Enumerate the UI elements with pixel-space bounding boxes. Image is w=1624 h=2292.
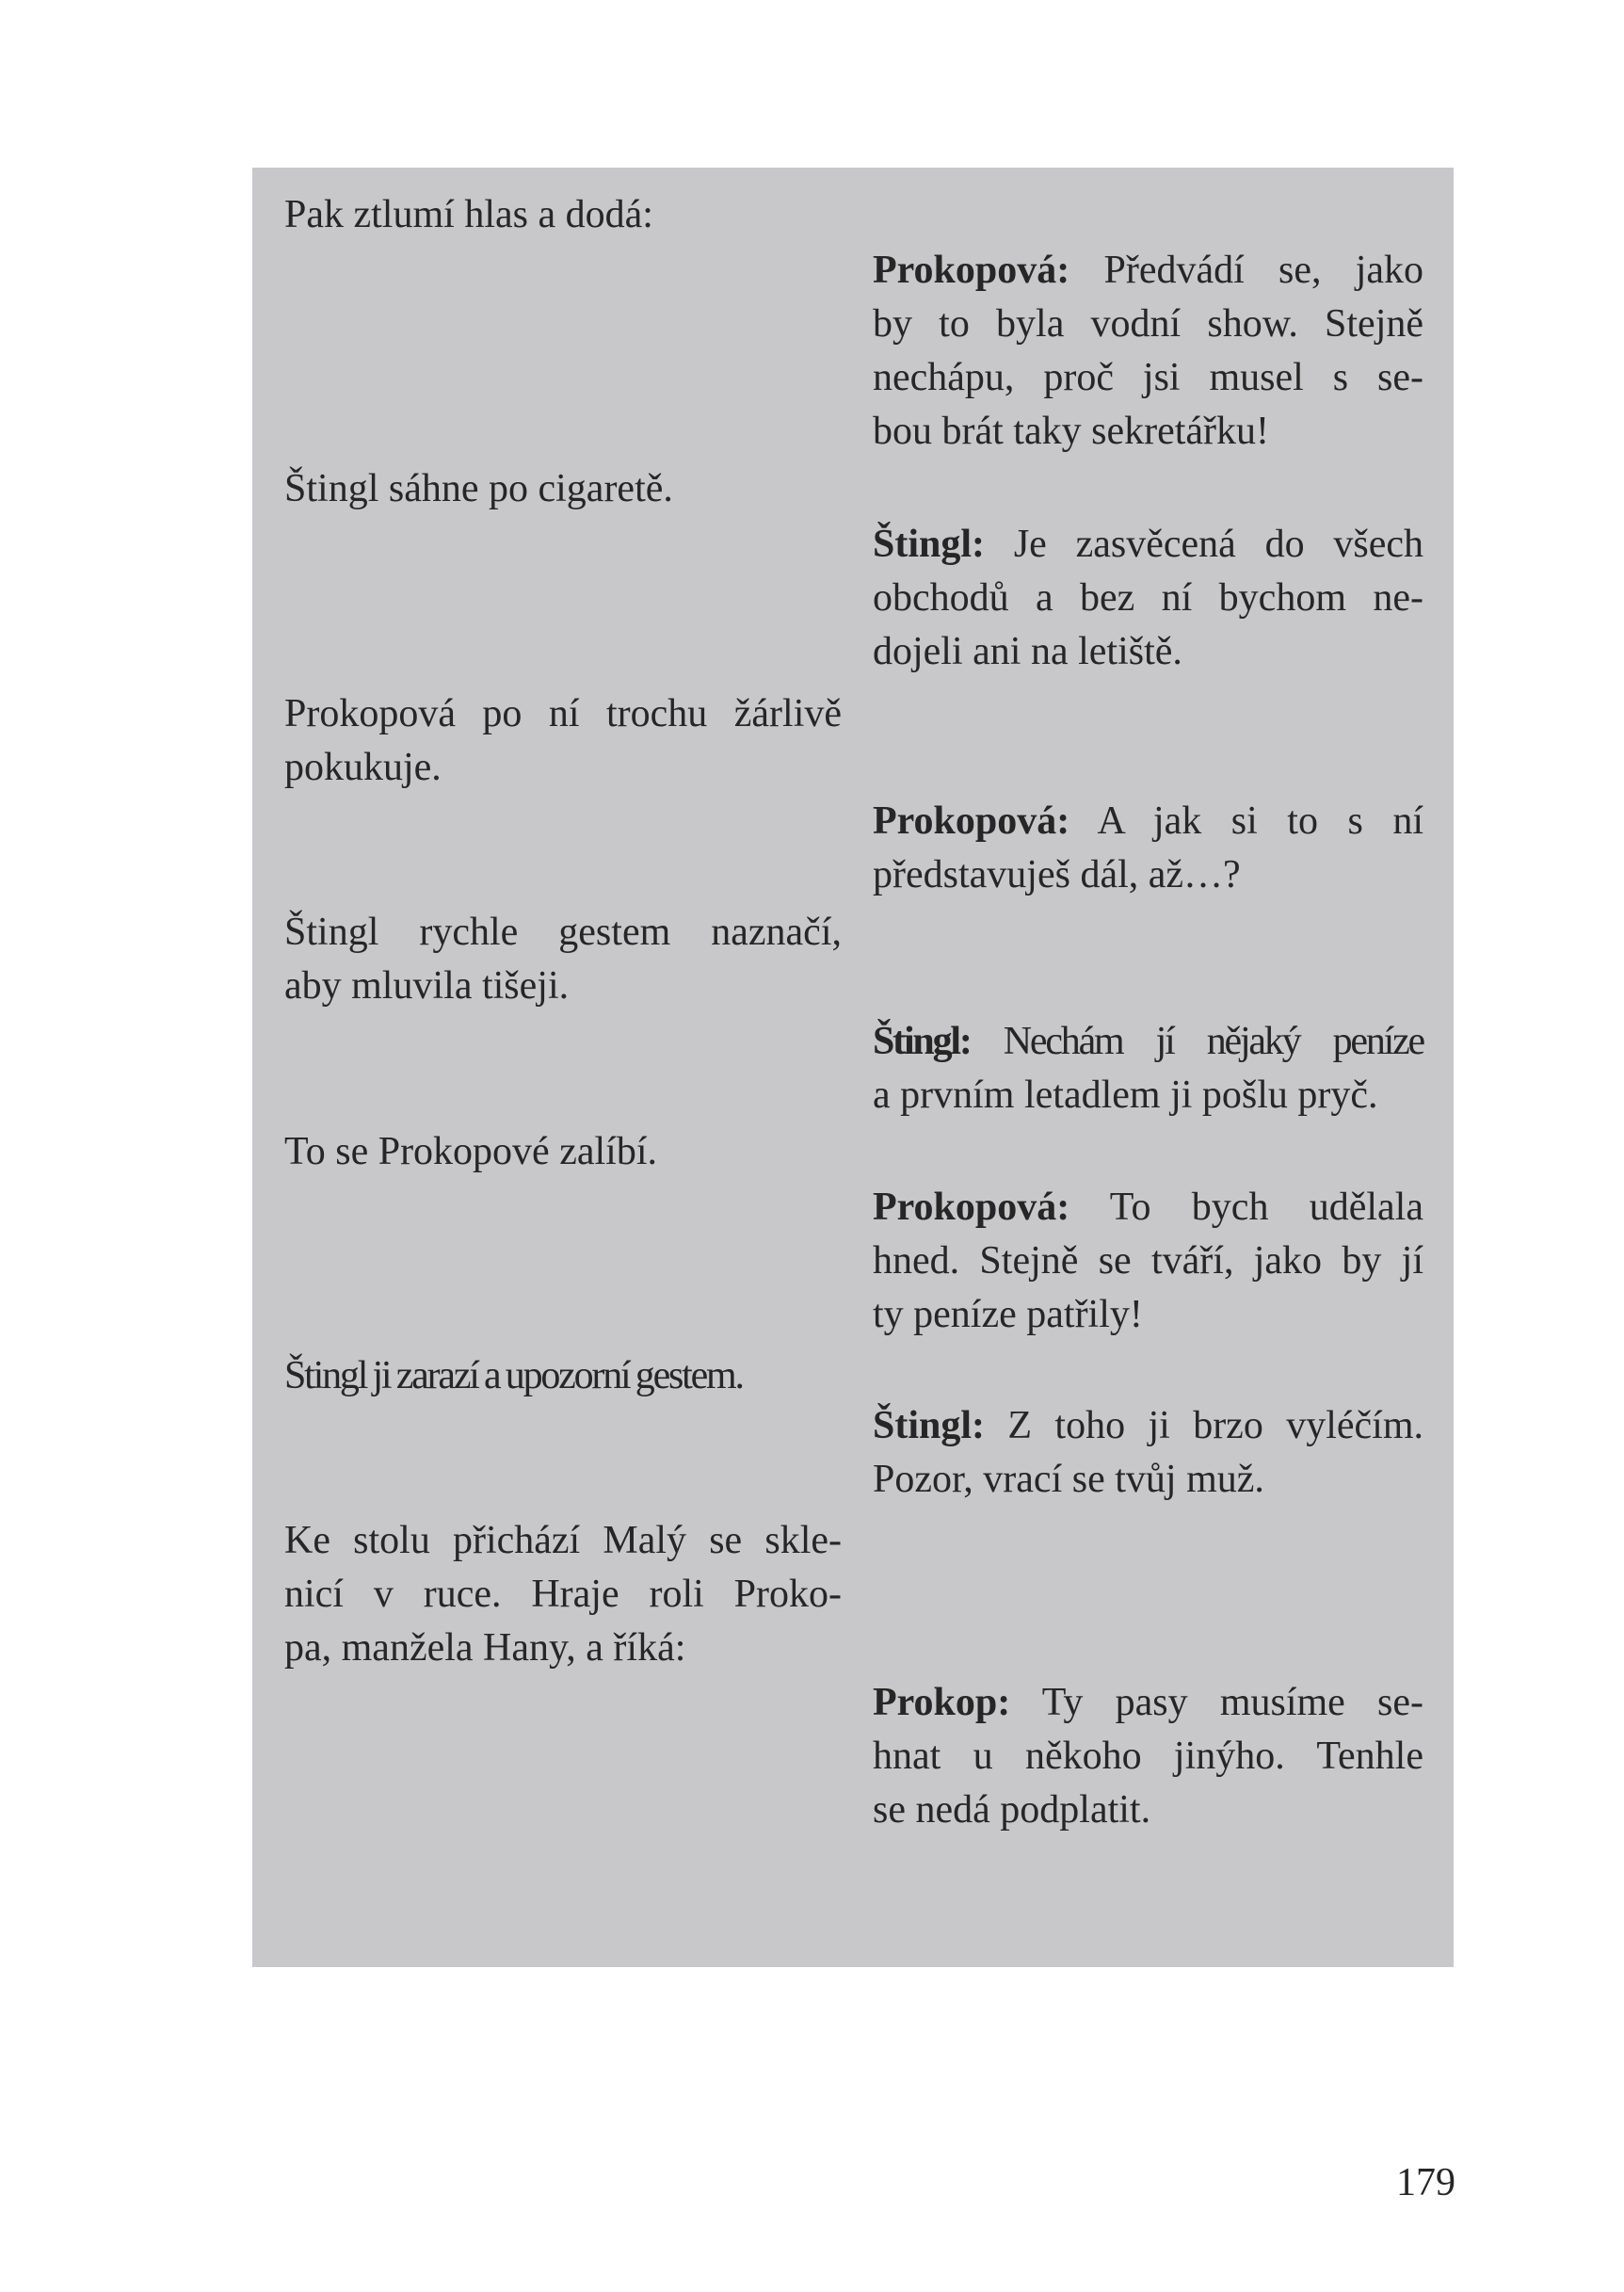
speaker-name: Prokopová: — [873, 1186, 1070, 1229]
stage-direction-line: Štingl ji zarazí a upozorní gestem. — [284, 1354, 743, 1397]
dialogue-line: Z toho ji brzo vyléčím. — [985, 1404, 1423, 1447]
stage-direction — [284, 188, 842, 242]
speaker-name: Prokopová: — [873, 249, 1070, 292]
stage-direction — [284, 1514, 842, 1675]
dialogue-line: se nedá podplatit. — [873, 1788, 1151, 1832]
dialogue-line: a prvním letadlem ji pošlu pryč. — [873, 1073, 1378, 1117]
dialogue-line: Nechám jí nějaký peníze — [970, 1020, 1423, 1063]
stage-direction — [284, 1349, 842, 1403]
dialogue-line: dojeli ani na letiště. — [873, 630, 1182, 673]
dialogue-entry — [873, 518, 1423, 679]
dialogue-entry — [873, 795, 1423, 902]
dialogue-line: ty peníze patřily! — [873, 1293, 1143, 1336]
dialogue-line: obchodů a bez ní bychom ne- — [873, 576, 1423, 620]
stage-direction-line: Ke stolu přichází Malý se skle- — [284, 1519, 842, 1562]
stage-direction-line: aby mluvila tišeji. — [284, 964, 570, 1008]
dialogue-line: Pozor, vrací se tvůj muž. — [873, 1458, 1264, 1501]
stage-direction-line: To se Prokopové zalíbí. — [284, 1130, 657, 1173]
dialogue-line: A jak si to s ní — [1069, 799, 1423, 843]
stage-direction — [284, 462, 842, 516]
speaker-name: Štingl: — [873, 1020, 971, 1063]
dialogue-entry — [873, 1399, 1423, 1507]
speaker-name: Prokopová: — [873, 799, 1070, 843]
speaker-name: Prokop: — [873, 1681, 1011, 1724]
stage-direction — [284, 906, 842, 1013]
speaker-name: Štingl: — [873, 1404, 986, 1447]
dialogue-entry — [873, 1181, 1423, 1342]
dialogue-line: hned. Stejně se tváří, jako by jí — [873, 1239, 1423, 1283]
stage-direction-line: nicí v ruce. Hraje roli Proko- — [284, 1573, 842, 1616]
dialogue-line: Ty pasy musíme se- — [1010, 1681, 1423, 1724]
stage-direction — [284, 687, 842, 795]
stage-direction-line: Štingl sáhne po cigaretě. — [284, 467, 673, 510]
dialogue-entry — [873, 244, 1423, 459]
dialogue-line: nechápu, proč jsi musel s se- — [873, 356, 1423, 399]
stage-direction-line: pa, manžela Hany, a říká: — [284, 1626, 686, 1670]
dialogue-line: Je zasvěcená do všech — [985, 523, 1423, 566]
stage-direction-line: Štingl rychle gestem naznačí, — [284, 911, 842, 954]
stage-direction-line: Pak ztlumí hlas a dodá: — [284, 193, 653, 236]
dialogue-entry — [873, 1676, 1423, 1837]
dialogue-line: To bych udělala — [1069, 1186, 1423, 1229]
speaker-name: Štingl: — [873, 523, 986, 566]
stage-direction-line: pokukuje. — [284, 746, 442, 789]
dialogue-line: by to byla vodní show. Stejně — [873, 302, 1423, 346]
dialogue-line: bou brát taky sekretářku! — [873, 410, 1270, 453]
stage-direction — [284, 1125, 842, 1179]
dialogue-line: hnat u někoho jinýho. Tenhle — [873, 1735, 1423, 1778]
stage-direction-line: Prokopová po ní trochu žárlivě — [284, 692, 842, 735]
dialogue-line: představuješ dál, až…? — [873, 853, 1241, 896]
dialogue-line: Předvádí se, jako — [1069, 249, 1423, 292]
page-number: 179 — [1396, 2161, 1455, 2204]
dialogue-entry — [873, 1015, 1423, 1122]
